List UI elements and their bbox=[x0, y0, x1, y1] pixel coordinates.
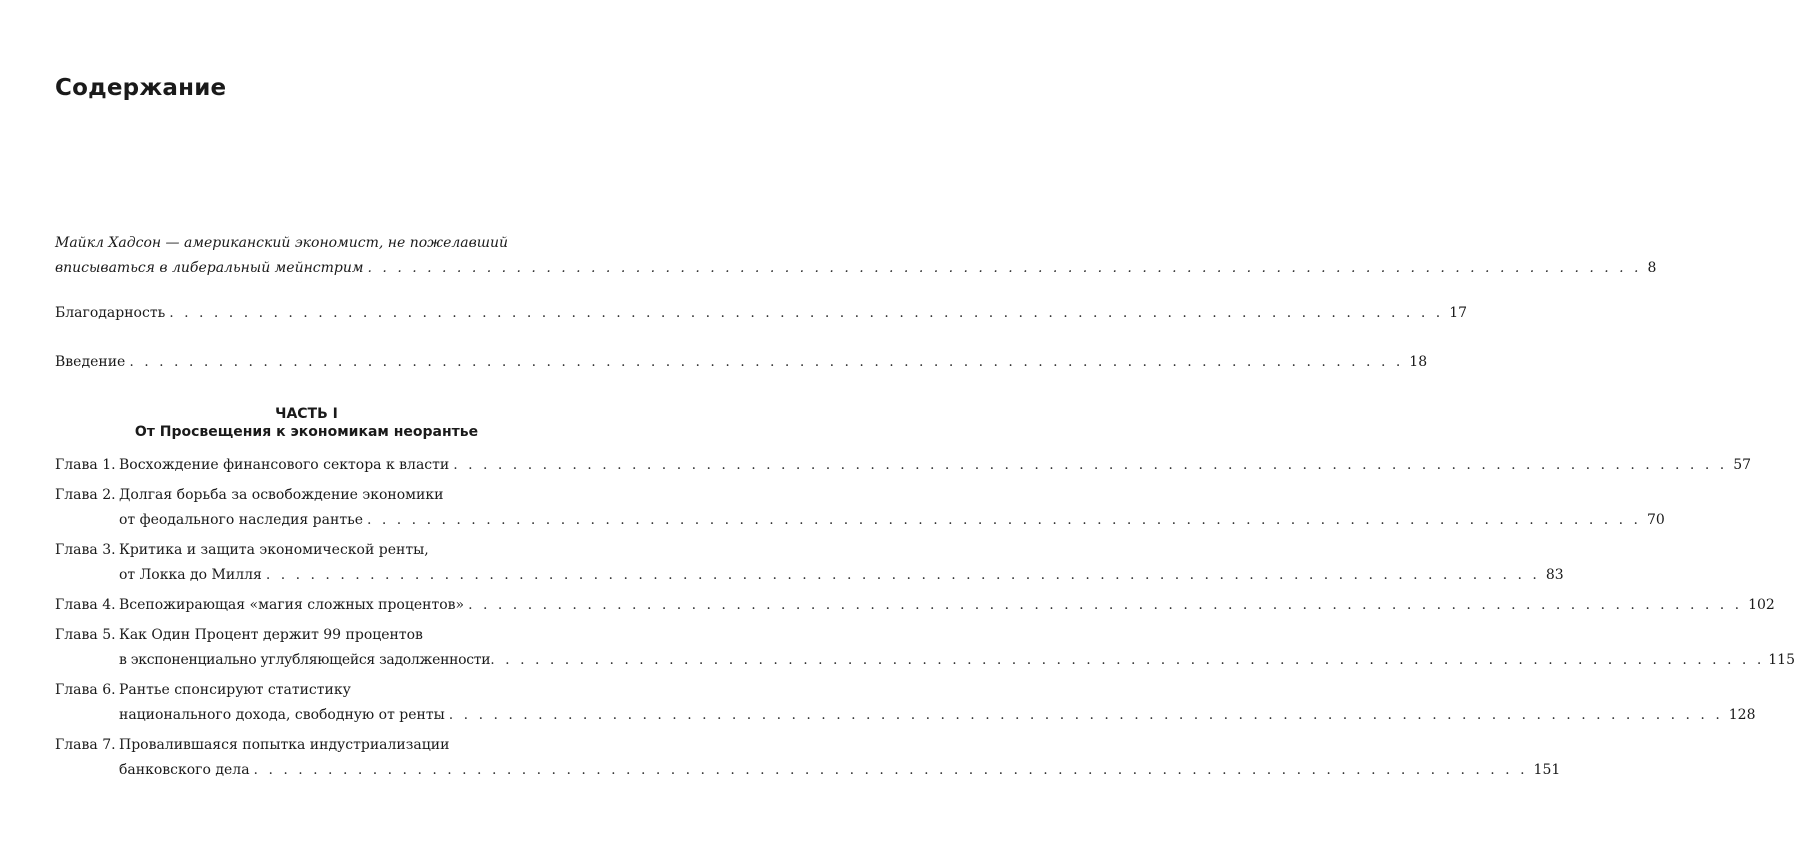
page-number: 17 bbox=[1449, 305, 1468, 321]
page-number: 8 bbox=[1647, 260, 1657, 276]
page-number: 83 bbox=[1545, 567, 1564, 583]
toc-entry-foreword[interactable] bbox=[55, 231, 1657, 281]
chapter-title: Провалившаяся попытка индустриализации bbox=[119, 737, 450, 753]
chapter-label: Глава 7. bbox=[55, 737, 116, 753]
chapter-title-continued: в экспоненциально углубляющейся задолженности bbox=[119, 652, 491, 668]
toc-entry-text: Введение bbox=[55, 354, 126, 370]
dot-leader bbox=[169, 301, 1443, 326]
toc-chapter-5[interactable] bbox=[55, 623, 1795, 673]
dot-leader bbox=[368, 256, 1642, 281]
dot-leader bbox=[449, 703, 1723, 728]
page-title: Содержание bbox=[55, 75, 227, 102]
dot-leader bbox=[453, 453, 1727, 478]
toc-chapter-1[interactable] bbox=[55, 453, 1752, 478]
toc-entry-introduction[interactable] bbox=[55, 350, 1428, 375]
part-label: ЧАСТЬ I bbox=[275, 406, 338, 422]
toc-entry-acknowledgements[interactable] bbox=[55, 301, 1468, 326]
toc-chapter-3[interactable] bbox=[55, 538, 1564, 588]
page-number: 115 bbox=[1768, 652, 1795, 668]
chapter-title: Восхождение финансового сектора к власти bbox=[119, 457, 450, 473]
toc-chapter-7[interactable] bbox=[55, 733, 1561, 783]
page-number: 57 bbox=[1733, 457, 1752, 473]
dot-leader bbox=[266, 563, 1540, 588]
page-number: 102 bbox=[1748, 597, 1775, 613]
dot-leader bbox=[129, 350, 1403, 375]
chapter-label: Глава 1. bbox=[55, 457, 116, 473]
chapter-label: Глава 2. bbox=[55, 487, 116, 503]
chapter-title: Критика и защита экономической ренты, bbox=[119, 542, 429, 558]
toc-entry-text: вписываться в либеральный мейнстрим bbox=[55, 260, 364, 276]
page-number: 18 bbox=[1409, 354, 1428, 370]
dot-leader bbox=[468, 593, 1742, 618]
toc-entry-text: Майкл Хадсон — американский экономист, не пожелавший bbox=[55, 235, 509, 251]
chapter-label: Глава 3. bbox=[55, 542, 116, 558]
page-number: 128 bbox=[1728, 707, 1756, 723]
chapter-label: Глава 6. bbox=[55, 682, 116, 698]
chapter-title-continued: банковского дела bbox=[119, 762, 250, 778]
toc-chapter-2[interactable] bbox=[55, 483, 1665, 533]
part-title: От Просвещения к экономикам неорантье bbox=[134, 424, 479, 440]
toc-chapter-4[interactable] bbox=[55, 593, 1775, 618]
chapter-title-continued: национального дохода, свободную от ренты bbox=[119, 707, 445, 723]
chapter-title-continued: от Локка до Милля bbox=[119, 567, 262, 583]
dot-leader bbox=[254, 758, 1528, 783]
chapter-label: Глава 5. bbox=[55, 627, 116, 643]
chapter-title: Долгая борьба за освобождение экономики bbox=[119, 487, 444, 503]
dot-leader bbox=[367, 508, 1641, 533]
toc-chapter-6[interactable] bbox=[55, 678, 1756, 728]
chapter-title: Как Один Процент держит 99 процентов bbox=[119, 627, 423, 643]
page-number: 151 bbox=[1533, 762, 1561, 778]
part-heading bbox=[55, 405, 558, 441]
chapter-label: Глава 4. bbox=[55, 597, 116, 613]
chapter-title: Всепожирающая «магия сложных процентов» bbox=[119, 597, 465, 613]
dot-leader bbox=[490, 648, 1764, 673]
chapter-title-continued: от феодального наследия рантье bbox=[119, 512, 363, 528]
toc-entry-text: Благодарность bbox=[55, 305, 166, 321]
chapter-title: Рантье спонсируют статистику bbox=[119, 682, 351, 698]
page-number: 70 bbox=[1646, 512, 1665, 528]
